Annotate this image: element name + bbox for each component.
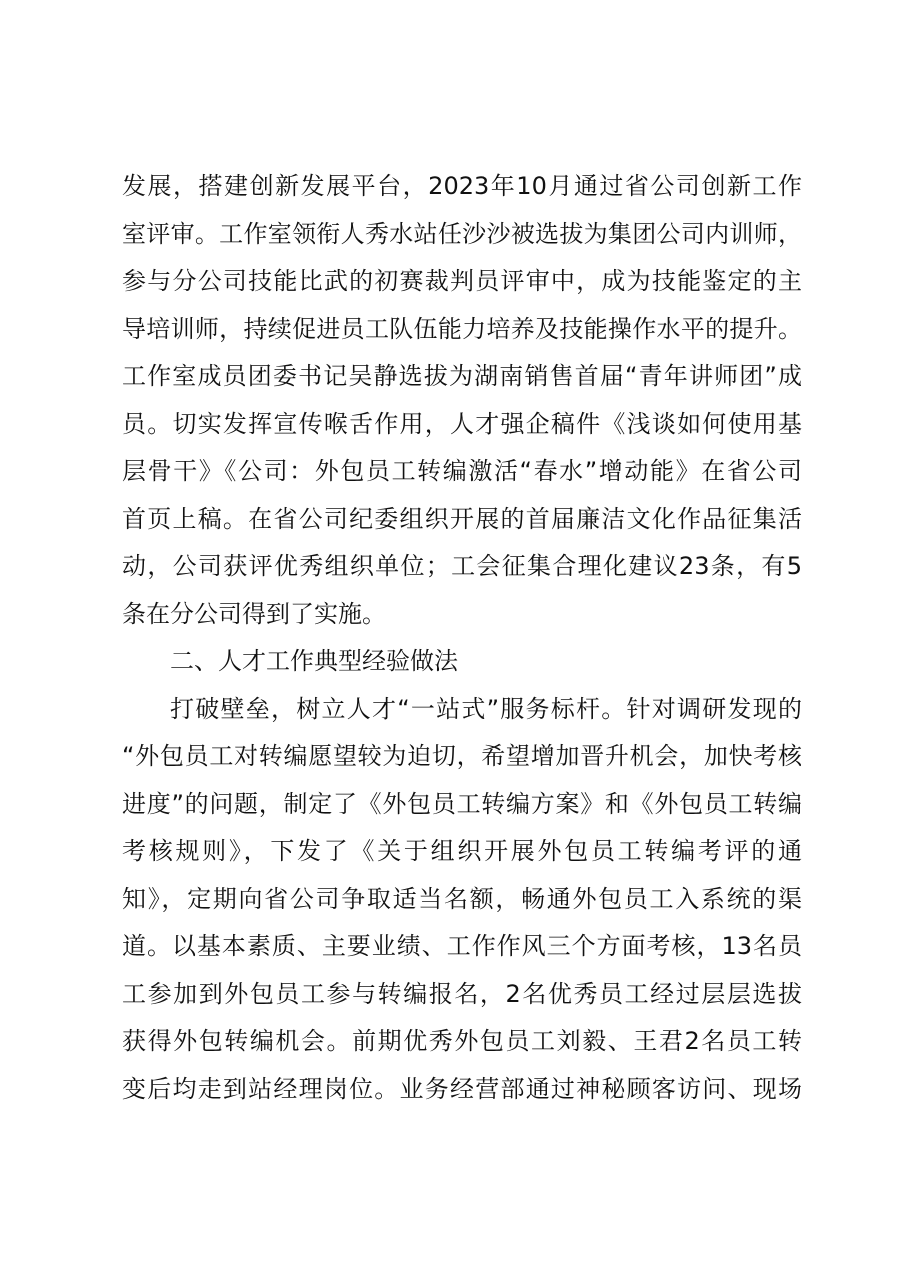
text-line-2: 室评审。工作室领衔人秀水站任沙沙被选拔为集团公司内训师， [122, 219, 802, 248]
text-line-15: 考核规则》，下发了《关于组织开展外包员工转编考评的通 [122, 837, 802, 865]
text-line-13: “外包员工对转编愿望较为迫切，希望增加晋升机会，加快考核 [122, 742, 802, 770]
text-line-14: 进度”的问题，制定了《外包员工转编方案》和《外包员工转编 [122, 789, 802, 818]
section-heading: 二、人才工作典型经验做法 [170, 647, 458, 675]
text-line-20: 变后均走到站经理岗位。业务经营部通过神秘顾客访问、现场 [122, 1074, 802, 1103]
text-line-17: 道。以基本素质、主要业绩、工作作风三个方面考核，13名员 [122, 932, 802, 960]
text-line-16: 知》，定期向省公司争取适当名额，畅通外包员工入系统的渠 [122, 884, 802, 913]
text-line-12: 打破壁垒，树立人才“一站式”服务标杆。针对调研发现的 [170, 694, 802, 723]
text-line-10: 条在分公司得到了实施。 [122, 599, 386, 628]
text-line-8: 首页上稿。在省公司纪委组织开展的首届廉洁文化作品征集活 [122, 504, 802, 533]
text-line-18: 工参加到外包员工参与转编报名，2名优秀员工经过层层选拔 [122, 979, 802, 1008]
text-line-3: 参与分公司技能比武的初赛裁判员评审中，成为技能鉴定的主 [122, 267, 802, 295]
text-line-9: 动，公司获评优秀组织单位；工会征集合理化建议23条，有5 [122, 552, 802, 580]
document-body [122, 163, 802, 1113]
text-line-19: 获得外包转编机会。前期优秀外包员工刘毅、王君2名员工转 [122, 1027, 802, 1055]
text-line-4: 导培训师，持续促进员工队伍能力培养及技能操作水平的提升。 [122, 314, 802, 343]
text-line-7: 层骨干》《公司：外包员工转编激活“春水”增动能》在省公司 [122, 457, 802, 485]
text-line-5: 工作室成员团委书记吴静选拔为湖南销售首届“青年讲师团”成 [122, 362, 802, 390]
text-line-1: 发展，搭建创新发展平台，2023年10月通过省公司创新工作 [122, 172, 802, 200]
text-line-6: 员。切实发挥宣传喉舌作用，人才强企稿件《浅谈如何使用基 [122, 409, 802, 438]
